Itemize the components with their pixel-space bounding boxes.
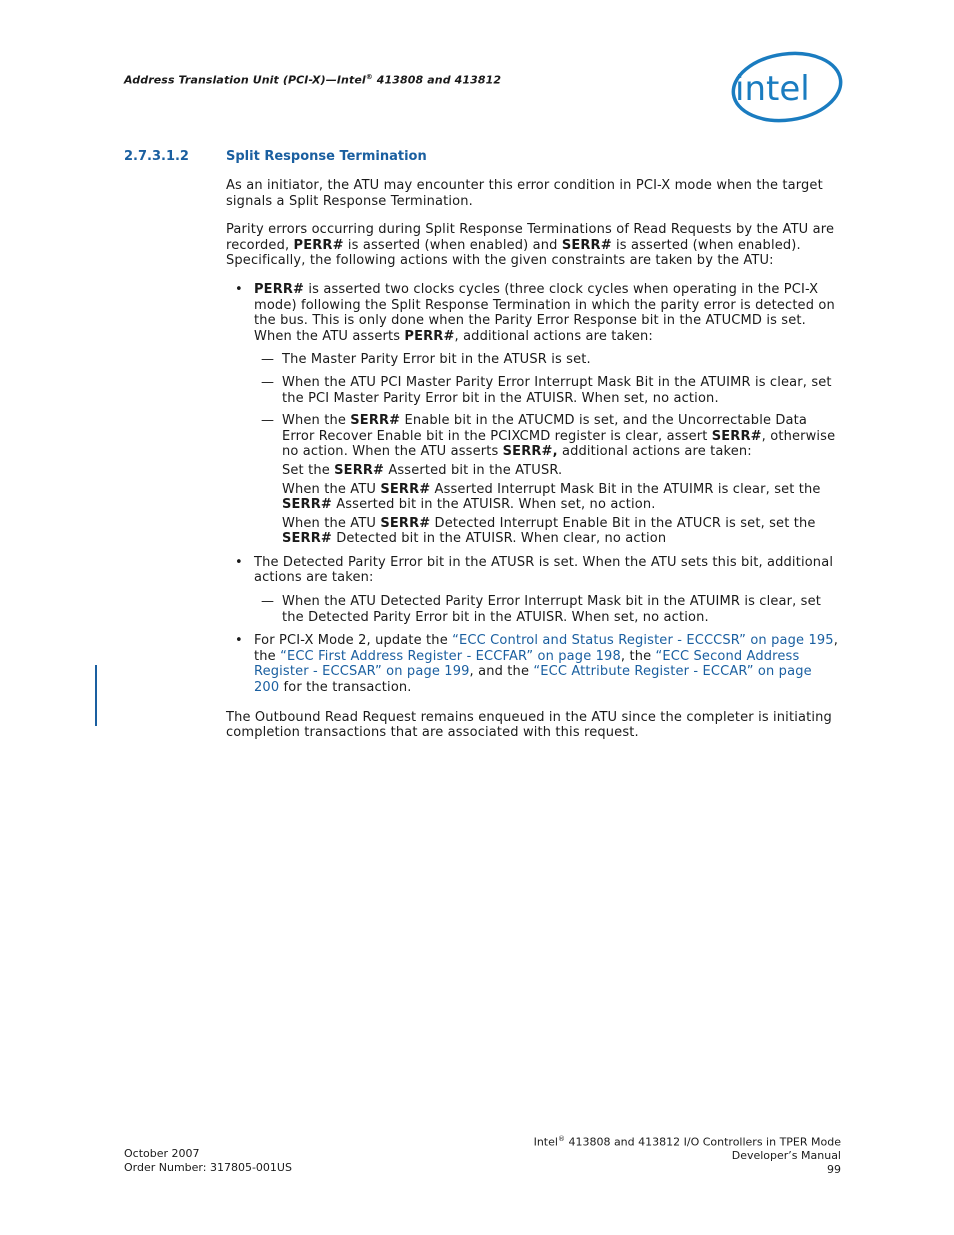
intel-logo-text: intel	[735, 69, 810, 109]
sub-action: When the ATU SERR# Detected Interrupt Enable Bit in the ATUCR is set, set the SERR# Detected bit in the ATUISR. When clear, no action	[282, 515, 816, 547]
intel-logo	[725, 50, 843, 128]
list-item: • The Detected Parity Error bit in the ATUSR is set. When the ATU sets this bit, additional actions are taken: — When the ATU Detected Parity Error Interrupt Mask bit in the ATUIMR is clear, set the Detected Parity Error bit in the ATUISR. When set, no action.	[226, 555, 840, 625]
paragraph-parity: Parity errors occurring during Split Response Terminations of Read Requests by the ATU are recorded, PERR# is asserted (when enabled) and SERR# is asserted (when enabled). Specifically, the following actions with the given constraints are taken by the ATU:	[226, 222, 835, 269]
footer-page-number: 99	[827, 1162, 841, 1176]
footer-date: October 2007	[124, 1147, 200, 1160]
change-bar	[95, 665, 97, 726]
sub-action: Set the SERR# Asserted bit in the ATUSR.	[282, 462, 563, 478]
link-eccsar[interactable]: “ECC Second Address Register - ECCSAR” on page 199	[254, 648, 800, 680]
footer-order-number: Order Number: 317805-001US	[124, 1160, 292, 1174]
sub-action-list	[254, 352, 840, 547]
section-number: 2.7.3.1.2	[124, 149, 189, 164]
link-eccfar[interactable]: “ECC First Address Register - ECCFAR” on page 198	[280, 648, 621, 664]
footer-doc-title: Intel® 413808 and 413812 I/O Controllers in TPER Mode	[533, 1135, 841, 1149]
sub-action: When the ATU SERR# Asserted Interrupt Mask Bit in the ATUIMR is clear, set the SERR# Asserted bit in the ATUISR. When set, no action.	[282, 481, 821, 513]
list-item: — The Master Parity Error bit in the ATUSR is set.	[261, 352, 591, 368]
list-item: — When the ATU Detected Parity Error Interrupt Mask bit in the ATUIMR is clear, set the Detected Parity Error bit in the ATUISR. When set, no action.	[261, 594, 821, 625]
paragraph-outbound: The Outbound Read Request remains enqueued in the ATU since the completer is initiating completion transactions that are associated with this request.	[226, 709, 832, 741]
footer-right	[534, 1133, 841, 1176]
footer-doc-type: Developer’s Manual	[731, 1149, 841, 1163]
link-eccar[interactable]: “ECC Attribute Register - ECCAR” on page 200	[254, 664, 812, 696]
running-header: Address Translation Unit (PCI-X)—Intel® 413808 and 413812	[124, 73, 502, 87]
section-title: Split Response Termination	[226, 149, 427, 164]
action-list	[226, 282, 840, 696]
paragraph-intro: As an initiator, the ATU may encounter this error condition in PCI-X mode when the target signals a Split Response Termination.	[226, 178, 823, 209]
sub-action-list	[254, 594, 840, 625]
list-item: • PERR# is asserted two clocks cycles (three clock cycles when operating in the PCI-X mode) following the Split Response Termination in which the parity error is detected on the bus. This is only done when the Parity Error Response bit in the ATUCMD is set. When the ATU asserts PERR#, additional actions are taken: — The Master Parity Error bit in the ATUSR is set. — When the ATU PCI Master Parity Error Interrupt Mask Bit in the ATUIMR is clear, set the PCI Master Parity Error bit in the ATUISR. When set, no action. — When the SERR# Enable bit in the ATUCMD is set, and the Uncorrectable Data Error Recover Enable bit in the PCIXCMD register is clear, assert SERR#, otherwise no action. When the ATU asserts SERR#, additional actions are taken: Set the SERR# Asserted bit in the ATUSR. When the ATU SERR# Asserted Interrupt Mask Bit in the ATUIMR is clear, set the SERR# Asserted bit in the ATUISR. When set, no action. When the ATU SERR# Detected Interrupt Enable Bit in the ATUCR is set, set the SERR# Detected bit in the ATUISR. When clear, no action	[226, 282, 840, 547]
list-item: — When the SERR# Enable bit in the ATUCMD is set, and the Uncorrectable Data Error Recover Enable bit in the PCIXCMD register is clear, assert SERR#, otherwise no action. When the ATU asserts SERR#, additional actions are taken: Set the SERR# Asserted bit in the ATUSR. When the ATU SERR# Asserted Interrupt Mask Bit in the ATUIMR is clear, set the SERR# Asserted bit in the ATUISR. When set, no action. When the ATU SERR# Detected Interrupt Enable Bit in the ATUCR is set, set the SERR# Detected bit in the ATUISR. When clear, no action	[254, 413, 840, 547]
body-text	[226, 178, 840, 754]
footer-left	[124, 1147, 292, 1174]
list-item: • For PCI-X Mode 2, update the “ECC Control and Status Register - ECCCSR” on page 195, the “ECC First Address Register - ECCFAR” on page 198, the “ECC Second Address Register - ECCSAR” on page 199, and the “ECC Attribute Register - ECCAR” on page 200 for the transaction.	[235, 633, 839, 696]
list-item: — When the ATU PCI Master Parity Error Interrupt Mask Bit in the ATUIMR is clear, set the PCI Master Parity Error bit in the ATUISR. When set, no action.	[261, 374, 832, 406]
link-ecccsr[interactable]: “ECC Control and Status Register - ECCCSR” on page 195	[452, 633, 834, 649]
